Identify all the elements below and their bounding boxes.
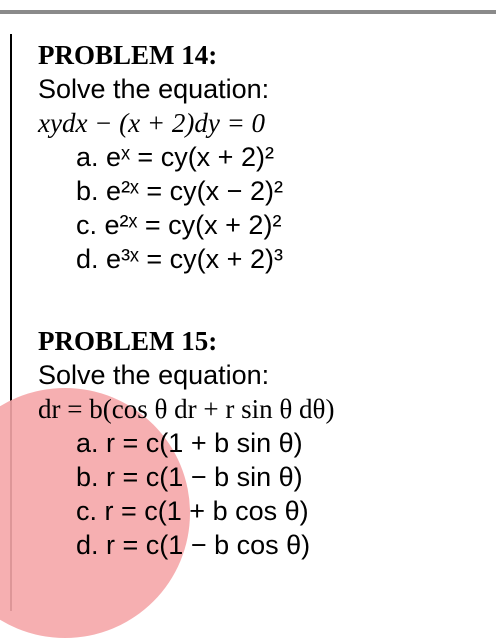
option-label: c. xyxy=(76,496,98,526)
option-a[interactable] xyxy=(38,140,488,174)
option-expression: r = c(1 − b cos θ) xyxy=(106,530,311,560)
option-label: a. xyxy=(76,142,99,172)
option-b[interactable] xyxy=(38,174,488,208)
section-spacer xyxy=(38,276,488,324)
option-expression: e²ˣ = cy(x − 2)² xyxy=(106,176,283,206)
option-a[interactable] xyxy=(38,426,488,460)
option-expression: eˣ = cy(x + 2)² xyxy=(106,142,274,172)
option-expression: r = c(1 + b cos θ) xyxy=(104,496,309,526)
document-content xyxy=(38,38,488,562)
problem-title: PROBLEM 14: xyxy=(38,40,218,70)
top-divider xyxy=(0,10,496,14)
option-b[interactable] xyxy=(38,460,488,494)
problem-instruction: Solve the equation: xyxy=(38,360,270,390)
problem-equation: dr = b(cos θ dr + r sin θ dθ) xyxy=(38,394,335,424)
problem-title: PROBLEM 15: xyxy=(38,326,218,356)
option-label: c. xyxy=(76,210,98,240)
problem-14 xyxy=(38,38,488,276)
option-expression: e³ˣ = cy(x + 2)³ xyxy=(106,244,283,274)
option-label: b. xyxy=(76,462,99,492)
problem-instruction: Solve the equation: xyxy=(38,74,270,104)
option-expression: r = c(1 + b sin θ) xyxy=(106,428,303,458)
option-expression: e²ˣ = cy(x + 2)² xyxy=(104,210,282,240)
option-expression: r = c(1 − b sin θ) xyxy=(106,462,303,492)
option-label: d. xyxy=(76,530,99,560)
option-d[interactable] xyxy=(38,528,488,562)
option-c[interactable] xyxy=(38,494,488,528)
option-label: b. xyxy=(76,176,99,206)
option-label: d. xyxy=(76,244,99,274)
option-c[interactable] xyxy=(38,208,488,242)
option-label: a. xyxy=(76,428,99,458)
problem-15 xyxy=(38,324,488,562)
problem-equation: xydx − (x + 2)dy = 0 xyxy=(38,108,266,138)
option-d[interactable] xyxy=(38,242,488,276)
